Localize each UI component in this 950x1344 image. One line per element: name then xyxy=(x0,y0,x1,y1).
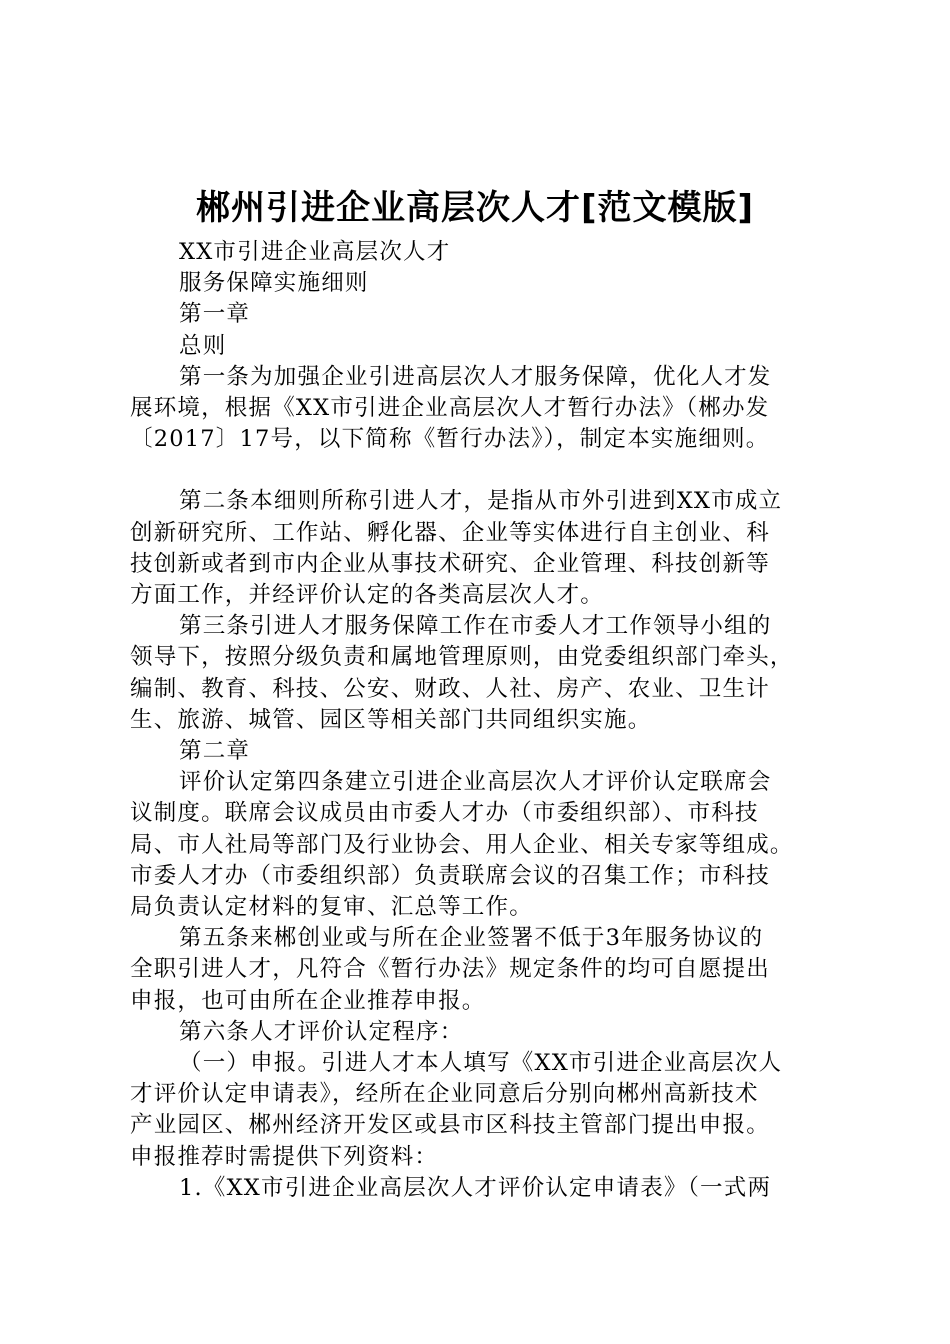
paragraph-line: 市委人才办（市委组织部）负责联席会议的召集工作；市科技 xyxy=(130,862,770,889)
paragraph-line: 创新研究所、工作站、孵化器、企业等实体进行自主创业、科 xyxy=(130,519,770,546)
paragraph-line: （一）申报。引进人才本人填写《XX市引进企业高层次人 xyxy=(179,1050,783,1077)
paragraph-line: 产业园区、郴州经济开发区或县市区科技主管部门提出申报。 xyxy=(130,1112,770,1139)
paragraph-line: 评价认定第四条建立引进企业高层次人才评价认定联席会 xyxy=(179,769,772,796)
paragraph-gap xyxy=(130,455,830,486)
chapter-heading: 第二章 xyxy=(179,738,251,765)
paragraph-line: 生、旅游、城管、园区等相关部门共同组织实施。 xyxy=(130,706,652,733)
paragraph-line: 才评价认定申请表》，经所在企业同意后分别向郴州高新技术 xyxy=(130,1081,759,1108)
paragraph-line: 1.《XX市引进企业高层次人才评价认定申请表》（一式两 xyxy=(179,1174,772,1201)
paragraph-line: 第二条本细则所称引进人才，是指从市外引进到XX市成立 xyxy=(179,488,783,515)
paragraph-line: 编制、教育、科技、公安、财政、人社、房产、农业、卫生计 xyxy=(130,675,770,702)
paragraph-line: 局负责认定材料的复审、汇总等工作。 xyxy=(130,894,533,921)
paragraph-line: 第三条引进人才服务保障工作在市委人才工作领导小组的 xyxy=(179,613,772,640)
paragraph-line: 局、市人社局等部门及行业协会、用人企业、相关专家等组成。 xyxy=(130,831,794,858)
paragraph-line: 申报推荐时需提供下列资料： xyxy=(130,1143,439,1170)
chapter-heading: 第一章 xyxy=(179,301,251,328)
paragraph-line: 第五条来郴创业或与所在企业签署不低于3年服务协议的 xyxy=(179,925,764,952)
subtitle-line: XX市引进企业高层次人才 xyxy=(179,239,451,265)
paragraph-line: 领导下，按照分级负责和属地管理原则，由党委组织部门牵头， xyxy=(130,644,794,671)
subtitle-line: 服务保障实施细则 xyxy=(179,270,369,297)
paragraph-line: 技创新或者到市内企业从事技术研究、企业管理、科技创新等 xyxy=(130,550,770,577)
chapter-heading: 总则 xyxy=(179,332,227,359)
paragraph-line: 议制度。联席会议成员由市委人才办（市委组织部）、市科技 xyxy=(130,800,759,827)
document-title: 郴州引进企业高层次人才[范文模版] xyxy=(195,188,755,228)
document-body xyxy=(130,237,830,1204)
paragraph-line: 〔2017〕17号，以下简称《暂行办法》），制定本实施细则。 xyxy=(130,426,770,453)
paragraph-line: 方面工作，并经评价认定的各类高层次人才。 xyxy=(130,582,605,609)
paragraph-line: 全职引进人才，凡符合《暂行办法》规定条件的均可自愿提出 xyxy=(130,956,770,983)
paragraph-line: 申报，也可由所在企业推荐申报。 xyxy=(130,987,486,1014)
paragraph-line: 第六条人才评价认定程序： xyxy=(179,1018,464,1045)
paragraph-line: 第一条为加强企业引进高层次人才服务保障，优化人才发 xyxy=(179,363,772,390)
paragraph-line: 展环境，根据《XX市引进企业高层次人才暂行办法》（郴办发 xyxy=(130,395,770,422)
